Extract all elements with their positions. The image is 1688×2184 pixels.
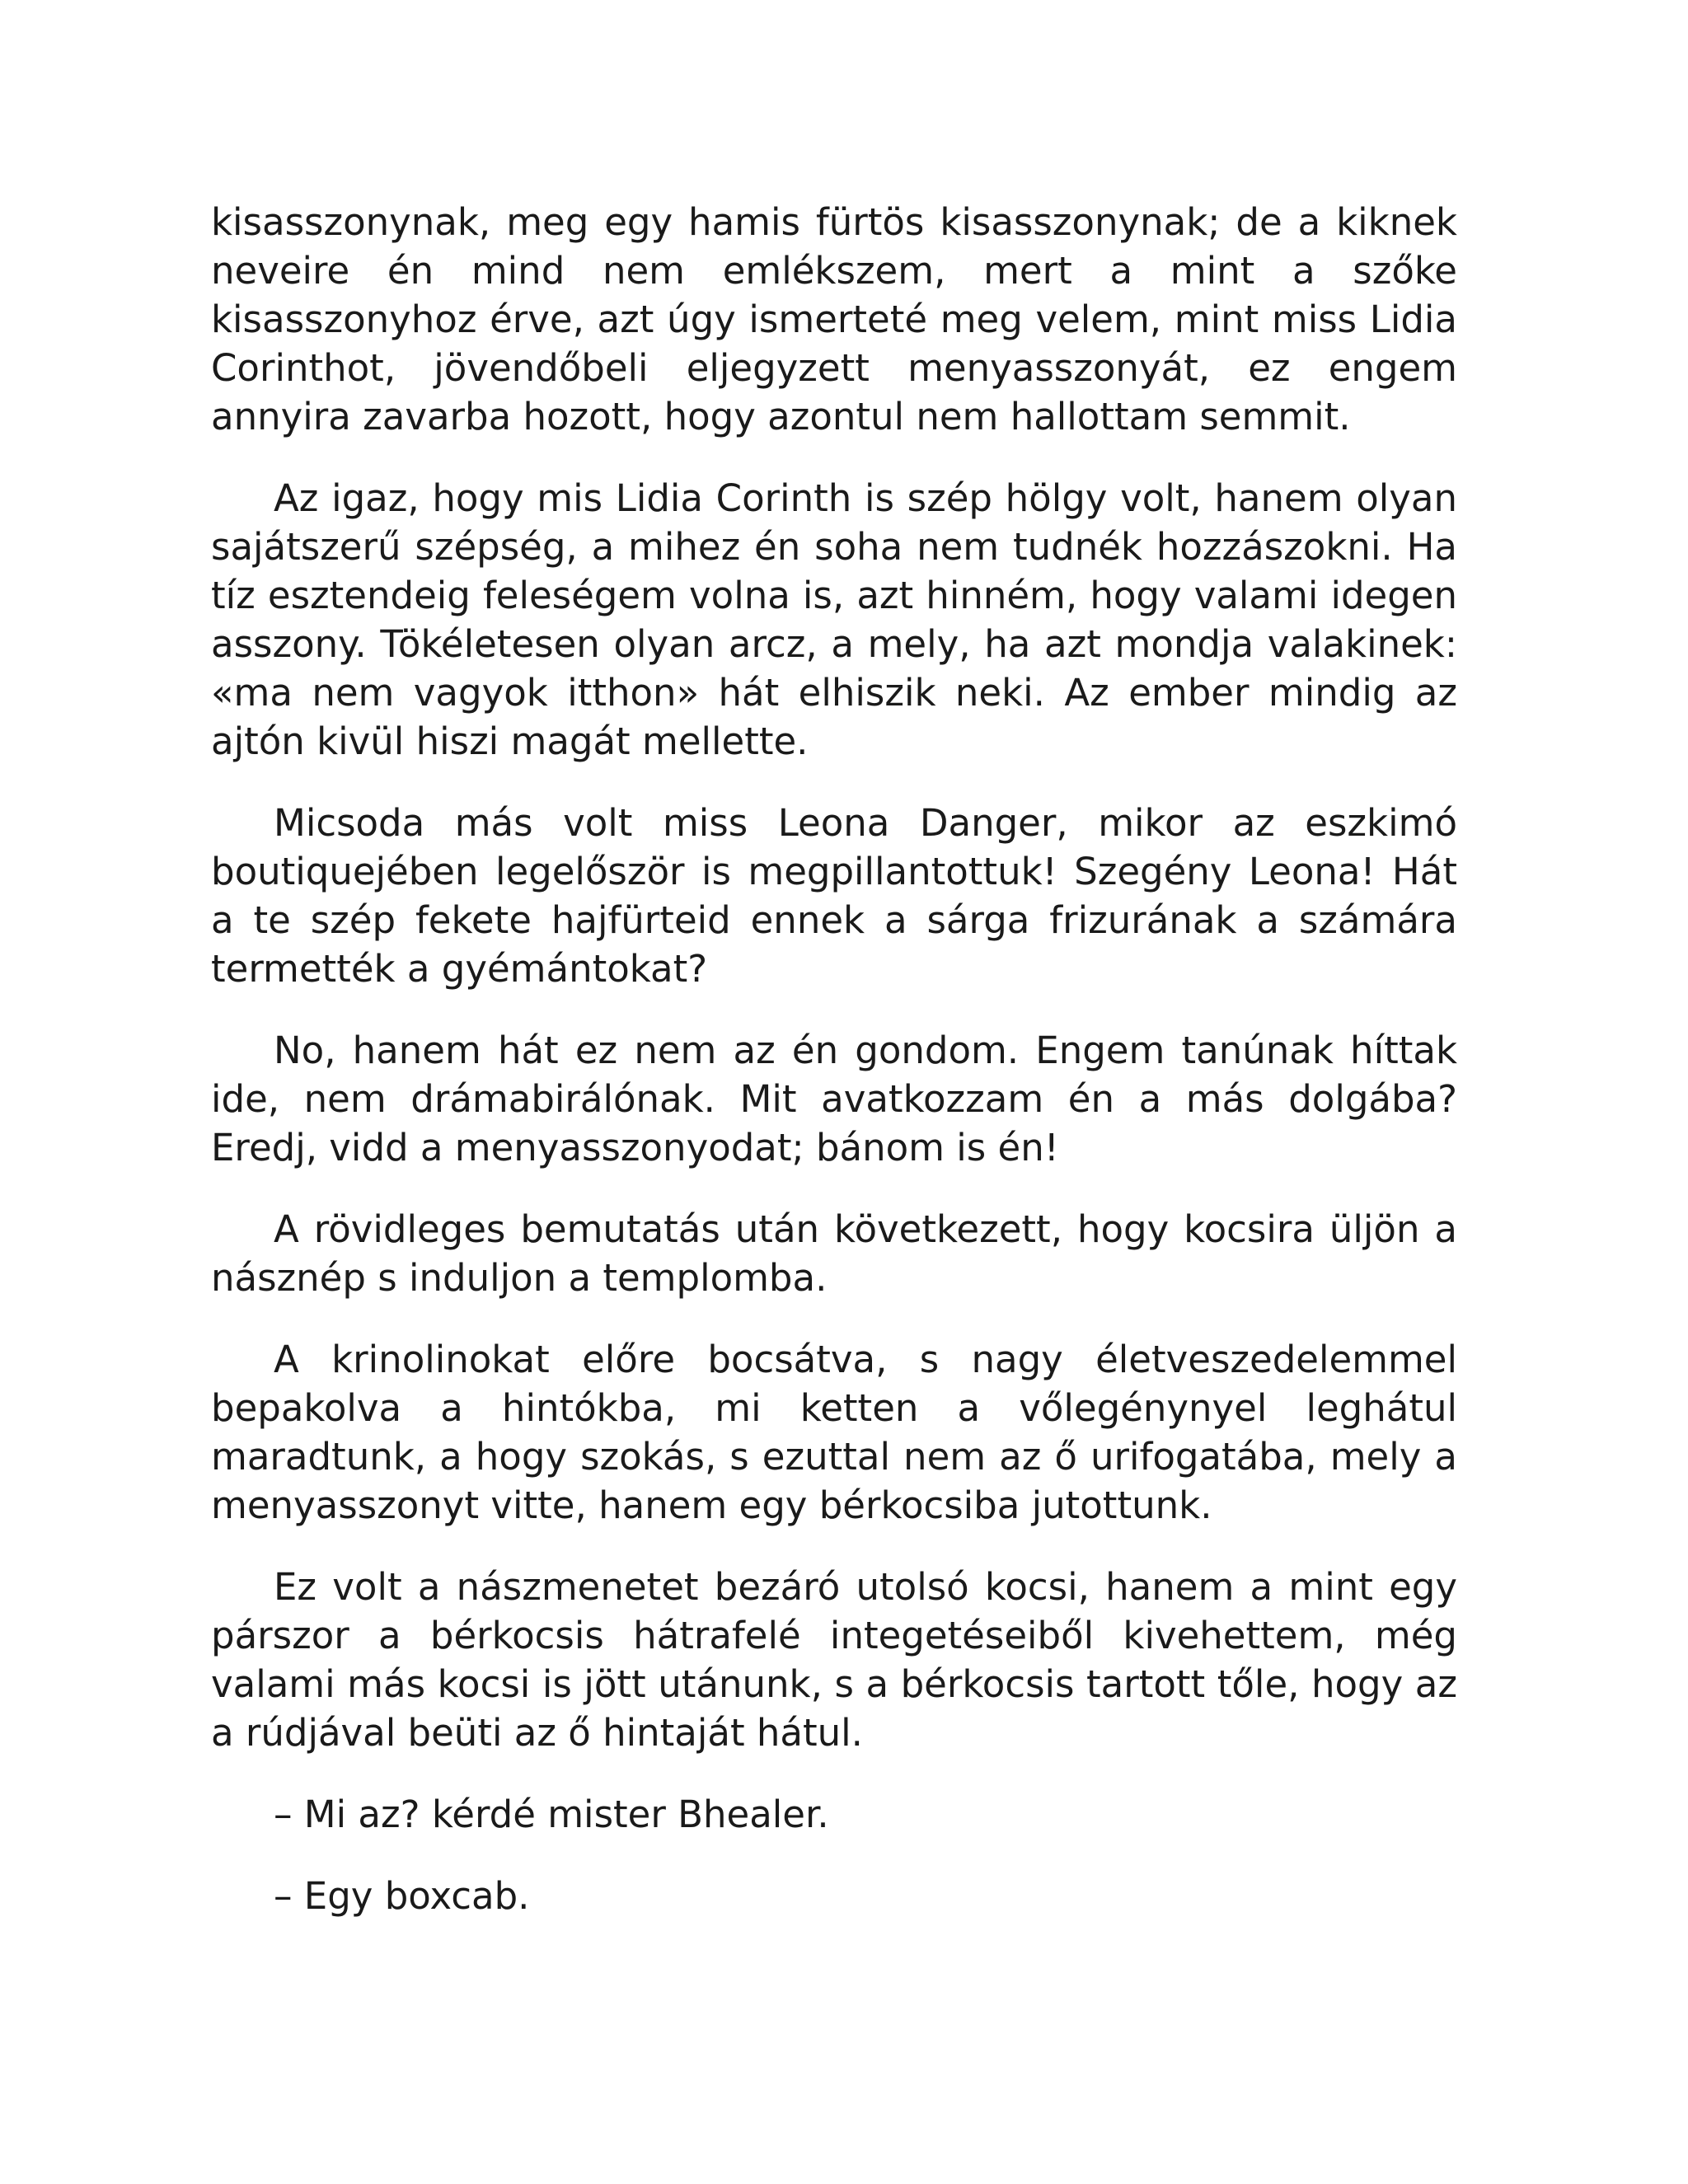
paragraph: Ez volt a nászmenetet bezáró utolsó kocsi, hanem a mint egy párszor a bérkocsis hátrafelé integetéseiből kivehettem, még valami más kocsi is jött utánunk, s a bérkocsis tartott tőle, hogy az a rúdjával beüti az ő hintaját hátul. xyxy=(211,1565,1457,1755)
paragraph: A rövidleges bemutatás után következett, hogy kocsira üljön a násznép s induljon a templomba. xyxy=(211,1207,1457,1300)
paragraph: Az igaz, hogy mis Lidia Corinth is szép hölgy volt, hanem olyan sajátszerű szépség, a mihez én soha nem tudnék hozzászokni. Ha tíz esztendeig feleségem volna is, azt hinném, hogy valami idegen asszony. Tökéletesen olyan arcz, a mely, ha azt mondja valakinek: «ma nem vagyok itthon» hát elhiszik neki. Az ember mindig az ajtón kivül hiszi magát mellette. xyxy=(211,476,1457,763)
dialogue-line: – Egy boxcab. xyxy=(274,1874,530,1918)
paragraph: A krinolinokat előre bocsátva, s nagy életveszedelemmel bepakolva a hintókba, mi ketten a vőlegénynyel leghátul maradtunk, a hogy szokás, s ezuttal nem az ő urifogatába, mely a menyasszonyt vitte, hanem egy bérkocsiba jutottunk. xyxy=(211,1338,1457,1527)
book-page xyxy=(211,198,1457,1953)
paragraph: No, hanem hát ez nem az én gondom. Engem tanúnak híttak ide, nem drámabirálónak. Mit avatkozzam én a más dolgába? Eredj, vidd a menyasszonyodat; bánom is én! xyxy=(211,1029,1457,1169)
paragraph: Micsoda más volt miss Leona Danger, mikor az eszkimó boutiquejében legelőször is megpillantottuk! Szegény Leona! Hát a te szép fekete hajfürteid ennek a sárga frizurának a számára termették a gyémántokat? xyxy=(211,801,1457,991)
paragraph-continuation: kisasszonynak, meg egy hamis fürtös kisasszonynak; de a kiknek neveire én mind nem emlékszem, mert a mint a szőke kisasszonyhoz érve, azt úgy ismerteté meg velem, mint miss Lidia Corinthot, jövendőbeli eljegyzett menyasszonyát, ez engem annyira zavarba hozott, hogy azontul nem hallottam semmit. xyxy=(211,200,1457,438)
dialogue-line: – Mi az? kérdé mister Bhealer. xyxy=(274,1793,829,1836)
